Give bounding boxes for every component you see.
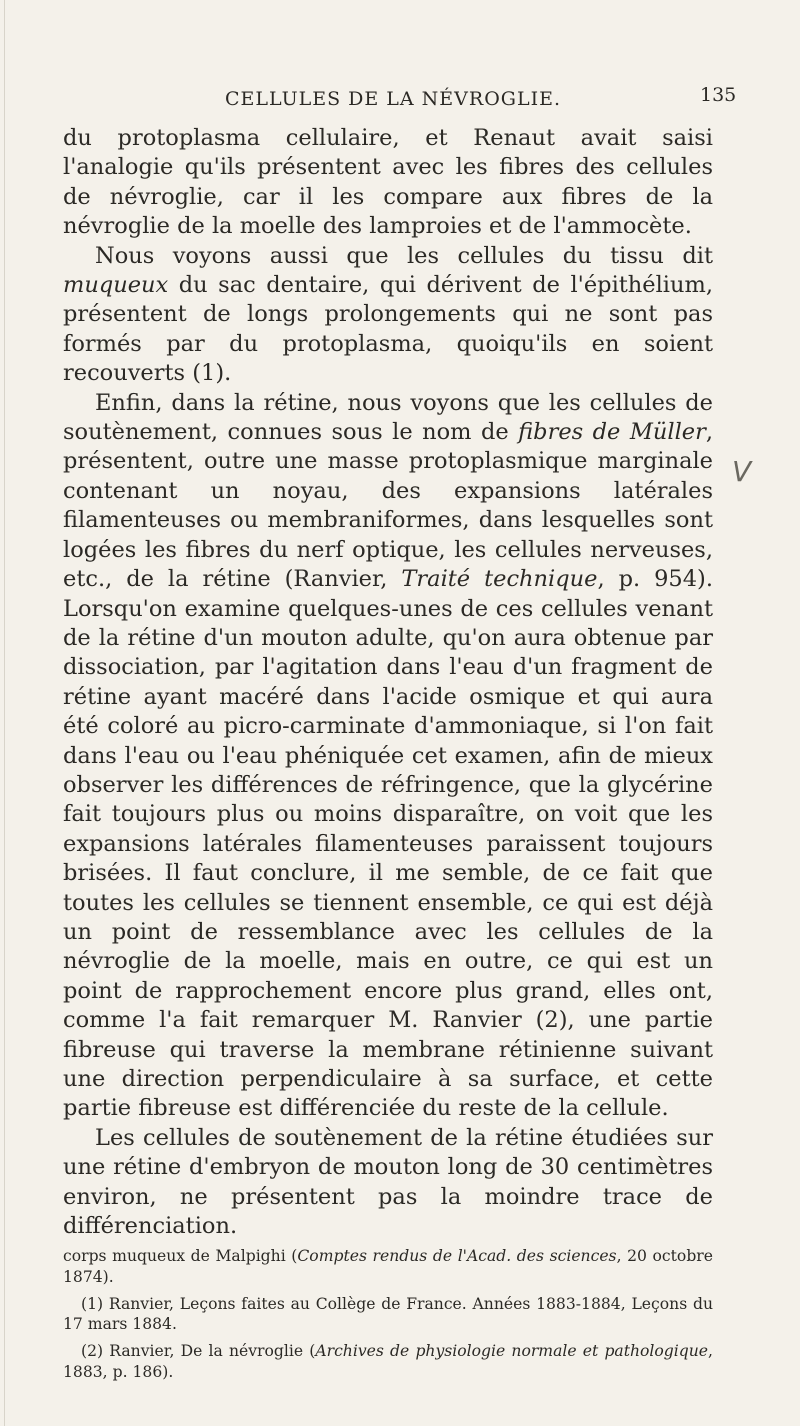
paragraph-4: Les cellules de soutènement de la rétine étudiées sur une rétine d'embryon de mouton long de 30 centimètres environ, ne présentent pas la moindre trace de différenciation. [63,1124,713,1240]
paragraph-3-text-a: Enfin, dans la rétine, nous voyons que les cellules de soutènement, connues sous le nom de [63,389,713,446]
main-text [63,124,713,1241]
footnote-continued-text-b: , 20 octobre 1874). [63,1247,713,1286]
paragraph-3-text-b: , présentent, outre une masse protoplasmique marginale contenant un noyau, des expansions latérales filamenteuses ou membraniformes, dans lesquelles sont logées les fibres du nerf optique, les cellules nerveuses, etc., de la rétine (Ranvier, [63,419,714,593]
paragraph-3-emphasis-1: fibres de Müller [518,419,706,446]
paragraph-2-text-b: du sac dentaire, qui dérivent de l'épithélium, présentent de longs prolongements qui ne sont pas formés par du protoplasma, quoiqu'ils en soient recouverts (1). [63,272,713,387]
paragraph-3-emphasis-2: Traité technique [401,566,598,593]
page-number: 135 [700,84,737,106]
footnote-continued-emphasis: Comptes rendus de l'Acad. des sciences [297,1247,617,1265]
page-edge-shadow [4,0,5,1426]
footnote-2-text-a: (2) Ranvier, De la névroglie ( [81,1342,316,1361]
footnotes [63,1246,713,1389]
paragraph-2-emphasis: muqueux [63,272,169,299]
paragraph-3 [63,389,713,1124]
footnote-continued-text-a: corps muqueux de Malpighi ( [63,1247,298,1265]
running-title: CELLULES DE LA NÉVROGLIE. [225,88,561,110]
footnote-1: (1) Ranvier, Leçons faites au Collège de France. Années 1883-1884, Leçons du 17 mars 1884. [63,1294,713,1334]
paragraph-2-text-a: Nous voyons aussi que les cellules du tissu dit [95,242,713,269]
footnote-2-emphasis: Archives de physiologie normale et pathologique [315,1342,709,1361]
footnote-continued [63,1246,713,1288]
footnote-2-text-b: , 1883, p. 186). [63,1342,713,1381]
paragraph-2 [63,242,713,389]
paragraph-1: du protoplasma cellulaire, et Renaut avait saisi l'analogie qu'ils présentent avec les fibres des cellules de névroglie, car il les compare aux fibres de la névroglie de la moelle des lamproies et de l'ammocète. [63,125,713,240]
footnote-2 [63,1341,713,1383]
margin-annotation: V [732,455,752,488]
paragraph-3-text-c: , p. 954). Lorsqu'on examine quelques-unes de ces cellules venant de la rétine d'un mouton adulte, qu'on aura obtenue par dissociation, par l'agitation dans l'eau d'un fragment de rétine ayant macéré dans l'acide osmique et qui aura été coloré au picro-carminate d'ammoniaque, si l'on fait dans l'eau ou l'eau phéniquée cet examen, afin de mieux observer les différences de réfringence, que la glycérine fait toujours plus ou moins disparaître, on voit que les expansions latérales filamenteuses paraissent toujours brisées. Il faut conclure, il me semble, de ce fait que toutes les cellules se tiennent ensemble, ce qui est déjà un point de ressemblance avec les cellules de la névroglie de la moelle, mais en outre, ce qui est un point de rapprochement encore plus grand, elles ont, comme l'a fait remarquer M. Ranvier (2), une partie fibreuse qui traverse la membrane rétinienne suivant une direction perpendiculaire à sa surface, et cette partie fibreuse est différenciée du reste de la cellule. [63,566,713,1122]
